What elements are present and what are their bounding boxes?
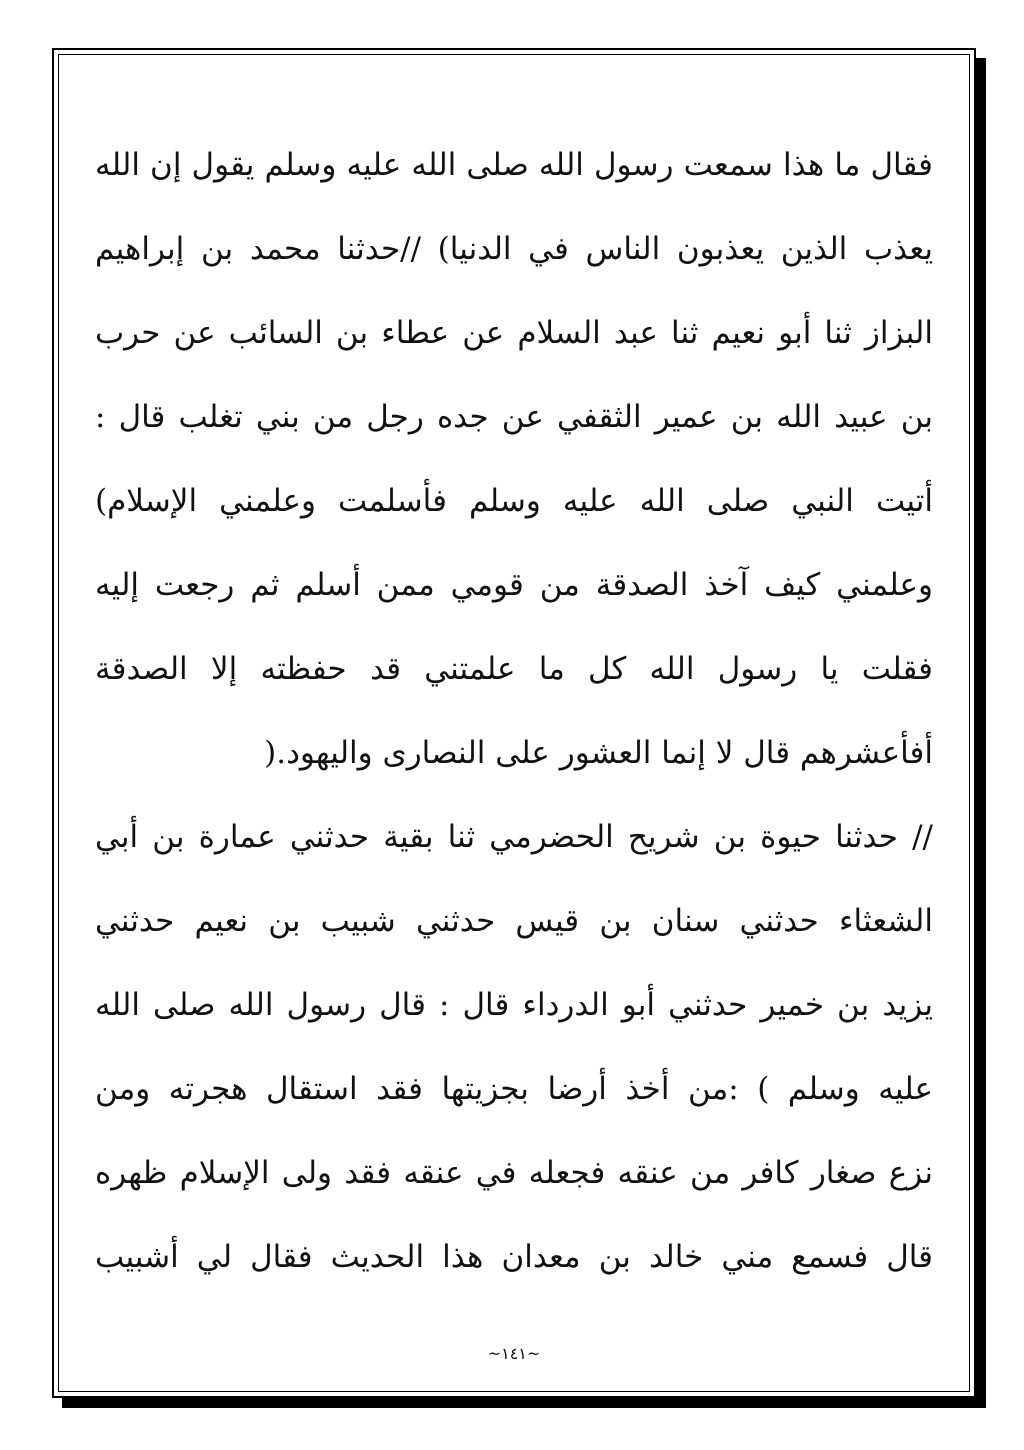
text-line: // حدثنا حيوة بن شريح الحضرمي ثنا بقية حدثني عمارة بن أبي	[95, 819, 933, 855]
text-line: بن عبيد الله بن عمير الثقفي عن جده رجل من بني تغلب قال :	[95, 399, 933, 435]
text-line: فقال ما هذا سمعت رسول الله صلى الله عليه وسلم يقول إن الله	[95, 147, 933, 183]
page-body	[95, 123, 933, 1299]
text-line: أتيت النبي صلى الله عليه وسلم فأسلمت وعلمني الإسلام)	[95, 483, 933, 519]
page-frame	[52, 48, 976, 1398]
text-line: عليه وسلم ) :من أخذ أرضا بجزيتها فقد استقال هجرته ومن	[95, 1071, 933, 1107]
text-line: الشعثاء حدثني سنان بن قيس حدثني شبيب بن نعيم حدثني	[95, 903, 933, 939]
text-line: نزع صغار كافر من عنقه فجعله في عنقه فقد ولى الإسلام ظهره	[95, 1155, 933, 1191]
text-line: فقلت يا رسول الله كل ما علمتني قد حفظته إلا الصدقة	[95, 651, 933, 687]
text-line: أفأعشرهم قال لا إنما العشور على النصارى واليهود.(	[264, 735, 933, 771]
page-frame-inner	[58, 54, 970, 1392]
text-line: يعذب الذين يعذبون الناس في الدنيا) //حدثنا محمد بن إبراهيم	[95, 231, 933, 267]
page-number: ~١٤١~	[487, 1344, 541, 1363]
text-line: وعلمني كيف آخذ الصدقة من قومي ممن أسلم ثم رجعت إليه	[95, 567, 933, 603]
text-line: يزيد بن خمير حدثني أبو الدرداء قال : قال رسول الله صلى الله	[95, 987, 933, 1023]
text-line: قال فسمع مني خالد بن معدان هذا الحديث فقال لي أشبيب	[95, 1239, 933, 1275]
text-line: البزاز ثنا أبو نعيم ثنا عبد السلام عن عطاء بن السائب عن حرب	[95, 315, 933, 351]
